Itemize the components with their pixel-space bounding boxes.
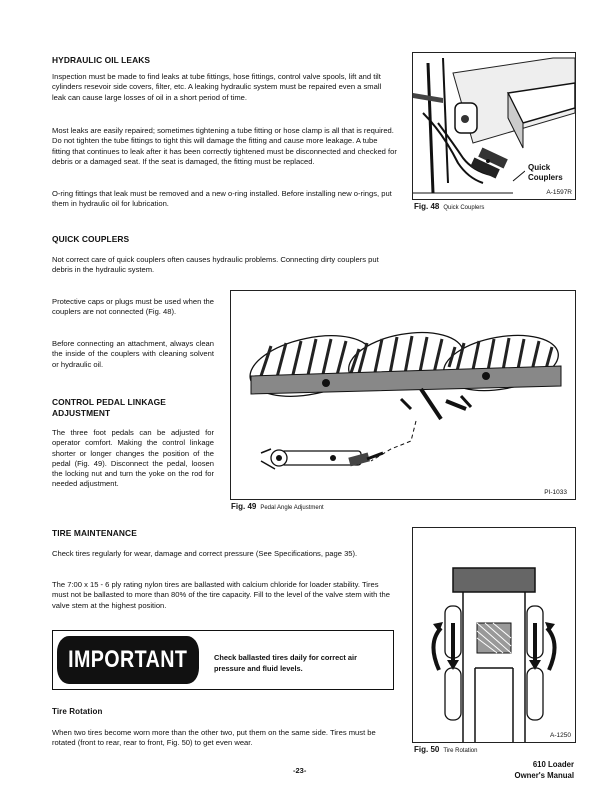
fig48-title: Quick Couplers [443, 205, 485, 211]
footer-manual: Owner's Manual [514, 771, 574, 780]
couplers-paragraph-3: Before connecting an attachment, always clean the inside of the couplers with cleaning solvent or hydraulic oil. [52, 339, 214, 369]
subheading-tire-rotation: Tire Rotation [52, 707, 103, 716]
footer-model: 610 Loader [532, 760, 574, 769]
important-badge [57, 636, 199, 684]
section-heading-pedal: CONTROL PEDAL LINKAGE ADJUSTMENT [52, 397, 166, 418]
fig50-caption [414, 745, 477, 754]
tire-paragraph-1: Check tires regularly for wear, damage and correct pressure (See Specifications, page 35). [52, 549, 358, 558]
fig48-caption [414, 202, 484, 211]
fig50-code: A-1250 [550, 732, 571, 739]
section-heading-hydraulic: HYDRAULIC OIL LEAKS [52, 55, 151, 65]
tire-paragraph-2: The 7:00 x 15 - 6 ply rating nylon tires are ballasted with calcium chloride for loader stability. Tires must not be ballasted to more than 80% of the tire capacity. Fill to the level of the valve stem with the valve stem at the highest position. [52, 580, 390, 610]
hydraulic-paragraph-3: O-ring fittings that leak must be removed and a new o-ring installed. Before installing new o-rings, put them in hydraulic oil for lubrication. [52, 189, 392, 209]
figure-50-drawing [412, 527, 576, 743]
pedal-paragraph-1: The three foot pedals can be adjusted for operator comfort. Making the control linkage shorter or longer changes the position of the pedal (Fig. 49). Disconnect the pedal, loosen the locking nut and turn the yoke on the rod for needed adjustment. [52, 428, 214, 489]
footer-manual-title [515, 759, 574, 781]
fig48-label: Fig. 48 [414, 202, 440, 211]
fig49-caption [231, 502, 324, 511]
important-badge-text: IMPORTANT [68, 646, 188, 673]
figure-49-drawing [230, 290, 576, 500]
fig50-title: Tire Rotation [443, 748, 478, 754]
figure-48-photo [412, 52, 576, 200]
fig48-callout: Quick Couplers [528, 163, 563, 182]
section-heading-couplers: QUICK COUPLERS [52, 234, 130, 244]
rotation-paragraph-1: When two tires become worn more than the other two, put them on the same side. Tires must be rotated (front to rear, rear to front, Fig. 50) to get even wear. [52, 728, 376, 748]
fig49-title: Pedal Angle Adjustment [260, 505, 324, 511]
hydraulic-paragraph-2: Most leaks are easily repaired; sometimes tightening a tube fitting or hose clamp is all that is required. Do not tighten the tube fittings to tight this will damage the fitting and cause more leakage. A tube fitting that continues to leak after it has been correctly tightened must be disconnected and checked for debris or a damaged seat. If the seat is damaged, the fitting must be replaced. [52, 126, 397, 166]
fig48-code: A-1597R [546, 189, 572, 196]
pedal-linkage-illustration [231, 291, 575, 499]
section-heading-tire: TIRE MAINTENANCE [52, 528, 137, 538]
important-notice-text: Check ballasted tires daily for correct air pressure and fluid levels. [214, 653, 357, 673]
page-number: -23- [293, 766, 307, 775]
couplers-paragraph-2: Protective caps or plugs must be used when the couplers are not connected (Fig. 48). [52, 297, 214, 317]
fig49-code: PI-1033 [544, 489, 567, 496]
tire-rotation-diagram [413, 528, 575, 742]
fig49-label: Fig. 49 [231, 502, 257, 511]
fig50-label: Fig. 50 [414, 745, 440, 754]
couplers-paragraph-1: Not correct care of quick couplers often causes hydraulic problems. Connecting dirty couplers put debris in the hydraulic system. [52, 255, 379, 275]
hydraulic-paragraph-1: Inspection must be made to find leaks at tube fittings, hose fittings, control valve spools, lift and tilt cylinders resevoir side covers, filter, etc. A leaking hydraulic system must be repaired even a small leak can cause large losses of oil in a short period of time. [52, 72, 382, 102]
